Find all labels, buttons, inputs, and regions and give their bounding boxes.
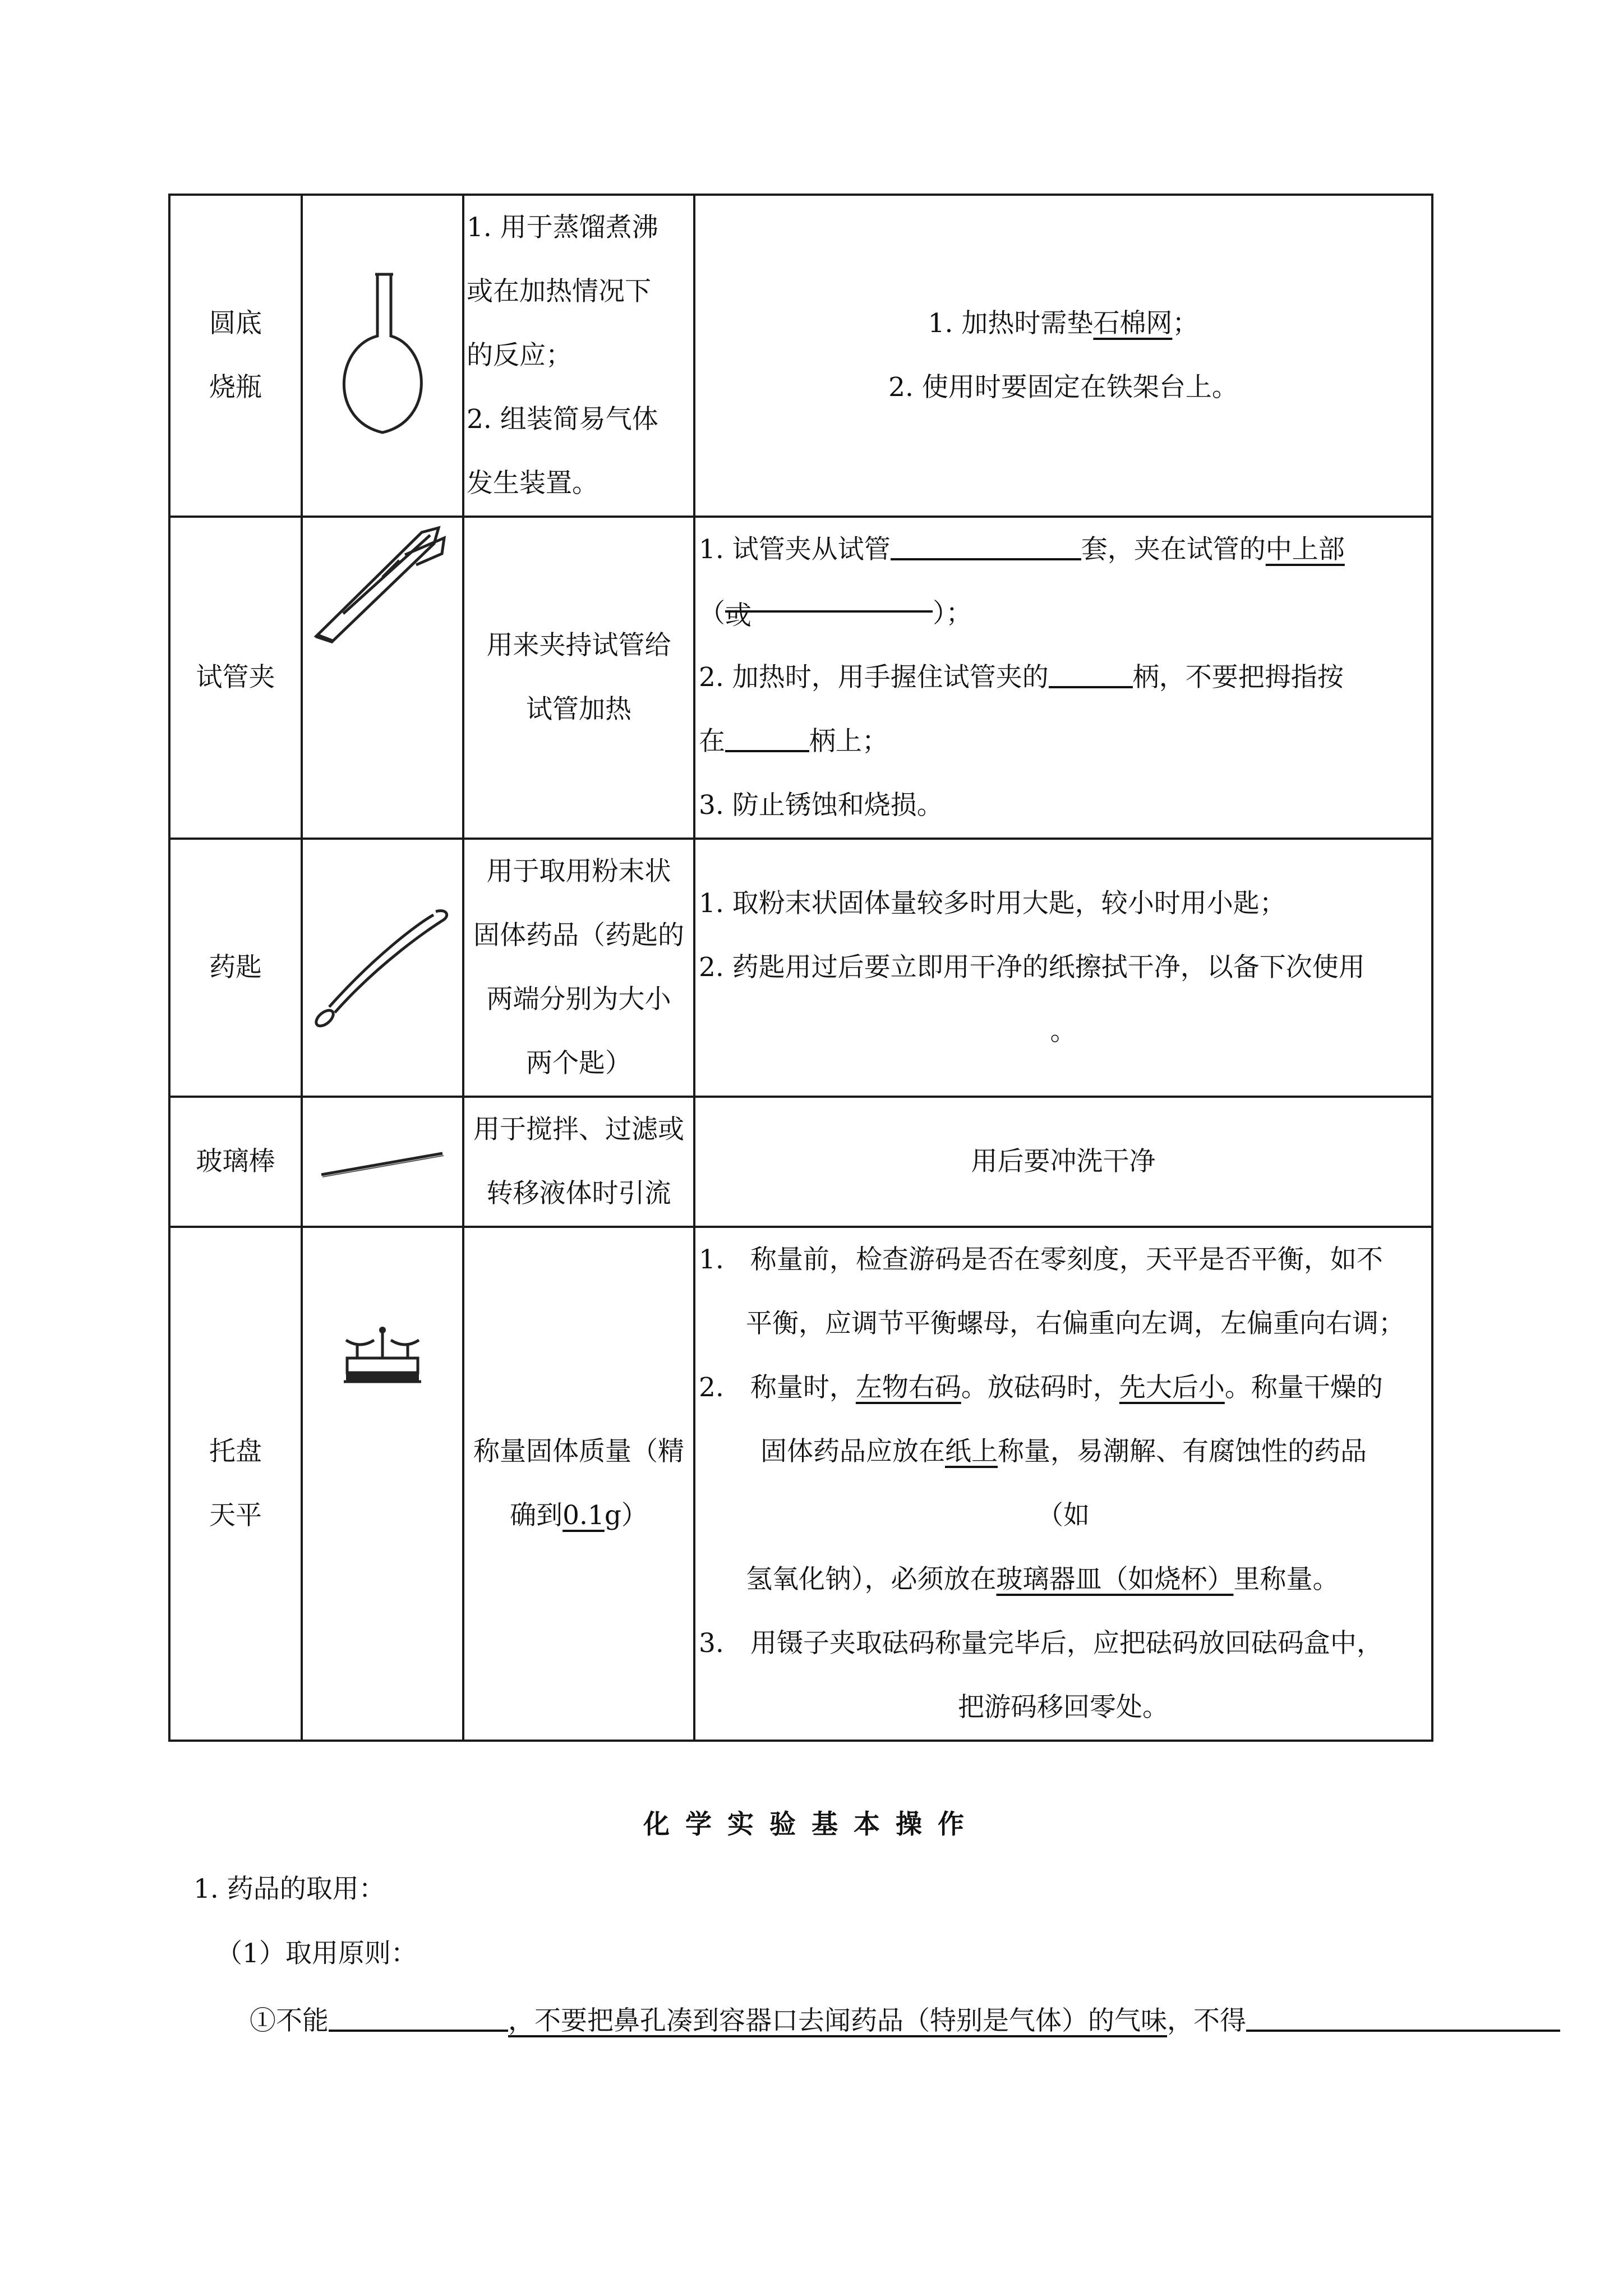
use-text: 1. 用于蒸馏煮沸 bbox=[467, 212, 658, 243]
use-text: 用于取用粉末状 bbox=[486, 856, 671, 887]
table-row bbox=[169, 1227, 1432, 1741]
rule-text: ，不得 bbox=[1167, 2005, 1246, 2036]
apparatus-notes-cell bbox=[694, 839, 1432, 1097]
apparatus-notes-cell bbox=[694, 195, 1432, 517]
use-text: 确到 bbox=[510, 1500, 563, 1531]
note-text: 2. 称量时， bbox=[699, 1372, 856, 1403]
note-line bbox=[699, 582, 1428, 646]
apparatus-notes-cell bbox=[694, 1227, 1432, 1741]
test-tube-clamp-icon bbox=[310, 521, 455, 650]
note-text: 2. 加热时，用手握住试管夹的 bbox=[699, 662, 1049, 693]
use-text: 发生装置。 bbox=[467, 468, 598, 499]
note-text: 套，夹在试管的 bbox=[1081, 534, 1266, 565]
apparatus-name-cell bbox=[169, 195, 302, 517]
apparatus-name: 烧瓶 bbox=[209, 372, 262, 403]
note-text: 氢氧化钠），必须放在 bbox=[746, 1564, 997, 1595]
section-title: 1. 药品的取用： bbox=[193, 1874, 385, 1904]
apparatus-name: 药匙 bbox=[209, 952, 262, 983]
note-text: 。放砝码时， bbox=[961, 1372, 1119, 1403]
use-text: 转移液体时引流 bbox=[486, 1178, 671, 1209]
fill-blank[interactable] bbox=[1246, 2003, 1560, 2032]
table-row bbox=[169, 839, 1432, 1097]
use-text: 用来夹持试管给 bbox=[486, 630, 671, 661]
note-line: 3. 用镊子夹取砝码称量完毕后，应把砝码放回砝码盒中， bbox=[699, 1628, 1383, 1659]
note-line: 1. 取粉末状固体量较多时用大匙，较小时用小匙； bbox=[699, 888, 1286, 919]
use-text bbox=[467, 1484, 691, 1548]
table-row bbox=[169, 1097, 1432, 1227]
use-text: 的反应； bbox=[467, 340, 572, 371]
note-text: 里称量。 bbox=[1233, 1564, 1339, 1595]
apparatus-name: 试管夹 bbox=[196, 662, 275, 693]
use-text: 两端分别为大小 bbox=[486, 984, 671, 1015]
rule-line bbox=[250, 2000, 1560, 2037]
apparatus-name-cell bbox=[169, 839, 302, 1097]
apparatus-name-cell bbox=[169, 1227, 302, 1741]
rule-text: ①不能 bbox=[250, 2005, 329, 2036]
note-line bbox=[699, 710, 1428, 774]
note-line: 2. 药匙用过后要立即用干净的纸擦拭干净，以备下次使用 bbox=[699, 952, 1365, 983]
note-text: 称量，易潮解、有腐蚀性的药品 bbox=[998, 1436, 1367, 1467]
apparatus-image-cell bbox=[302, 1097, 463, 1227]
apparatus-use-cell bbox=[463, 1097, 694, 1227]
note-line bbox=[699, 1548, 1428, 1612]
round-bottom-flask-icon bbox=[324, 269, 441, 443]
apparatus-use-cell bbox=[463, 195, 694, 517]
note-text: ）； bbox=[933, 598, 972, 629]
use-text: 固体药品（药匙的 bbox=[473, 920, 684, 951]
note-text: 1. 试管夹从试管 bbox=[699, 534, 891, 565]
use-answer: 0.1 bbox=[562, 1500, 605, 1531]
note-line: 1. 称量前，检查游码是否在零刻度，天平是否平衡，如不 bbox=[699, 1244, 1383, 1275]
note-line bbox=[699, 1356, 1428, 1420]
table-row bbox=[169, 195, 1432, 517]
note-text: ； bbox=[1172, 308, 1199, 339]
fill-blank[interactable] bbox=[725, 724, 809, 752]
note-answer: 石棉网 bbox=[1093, 308, 1173, 339]
note-text: 在 bbox=[699, 726, 725, 757]
apparatus-name: 托盘 bbox=[209, 1436, 262, 1467]
note-line bbox=[699, 1420, 1428, 1484]
apparatus-image-cell bbox=[302, 195, 463, 517]
note-line: 用后要冲洗干净 bbox=[971, 1146, 1156, 1177]
note-answer: 中上部 bbox=[1265, 534, 1345, 565]
apparatus-image-cell bbox=[302, 517, 463, 839]
note-line bbox=[699, 646, 1428, 710]
apparatus-use-cell bbox=[463, 1227, 694, 1741]
glass-rod-icon bbox=[318, 1147, 447, 1180]
note-text: 柄，不要把拇指按 bbox=[1132, 662, 1344, 693]
note-line: 平衡，应调节平衡螺母，右偏重向左调，左偏重向右调； bbox=[746, 1308, 1405, 1339]
apparatus-image-cell bbox=[302, 839, 463, 1097]
apparatus-image-cell bbox=[302, 1227, 463, 1741]
fill-blank[interactable] bbox=[1049, 660, 1133, 688]
fill-blank[interactable] bbox=[891, 532, 1081, 560]
fill-blank[interactable] bbox=[329, 2003, 508, 2032]
note-text: 1. 加热时需垫 bbox=[928, 308, 1094, 339]
apparatus-name: 天平 bbox=[209, 1500, 262, 1531]
note-answer: 纸上 bbox=[945, 1436, 998, 1467]
table-row bbox=[169, 517, 1432, 839]
use-text: 或在加热情况下 bbox=[467, 276, 651, 307]
use-text: 两个匙） bbox=[526, 1048, 631, 1079]
fill-blank[interactable] bbox=[725, 584, 933, 631]
rule-answer: ，不要把鼻孔凑到容器口去闻药品（特别是气体）的气味 bbox=[508, 2005, 1167, 2036]
use-text: g） bbox=[604, 1500, 648, 1531]
note-line: 2. 使用时要固定在铁架台上。 bbox=[888, 372, 1238, 403]
note-text: 。称量干燥的 bbox=[1224, 1372, 1383, 1403]
section-heading: 化学实验基本操作 bbox=[643, 1809, 980, 1840]
note-line: 。 bbox=[1050, 1016, 1077, 1047]
note-answer: 先大后小 bbox=[1119, 1372, 1225, 1403]
apparatus-name-cell bbox=[169, 517, 302, 839]
note-text: 柄上； bbox=[809, 726, 888, 757]
apparatus-name: 玻璃棒 bbox=[196, 1146, 275, 1177]
apparatus-name-cell bbox=[169, 1097, 302, 1227]
note-line bbox=[699, 518, 1428, 582]
apparatus-use-cell bbox=[463, 839, 694, 1097]
note-text: （ bbox=[699, 598, 725, 629]
note-line: （如 bbox=[1037, 1500, 1090, 1531]
note-answer: 玻璃器皿（如烧杯） bbox=[996, 1564, 1234, 1595]
note-line: 把游码移回零处。 bbox=[958, 1692, 1169, 1723]
note-line: 3. 防止锈蚀和烧损。 bbox=[699, 790, 943, 821]
use-text: 称量固体质量（精 bbox=[473, 1436, 684, 1467]
note-answer: 或 bbox=[725, 600, 751, 631]
medicine-spoon-icon bbox=[312, 900, 453, 1035]
apparatus-notes-cell bbox=[694, 517, 1432, 839]
apparatus-table bbox=[168, 194, 1433, 1742]
subsection-title: （1）取用原则： bbox=[216, 1938, 417, 1969]
use-text: 2. 组装简易气体 bbox=[467, 404, 658, 435]
balance-scale-icon bbox=[340, 1323, 425, 1391]
use-text: 用于搅拌、过滤或 bbox=[473, 1114, 684, 1145]
note-answer: 左物右码 bbox=[855, 1372, 961, 1403]
note-line bbox=[699, 292, 1428, 356]
apparatus-name: 圆底 bbox=[209, 308, 262, 339]
use-text: 试管加热 bbox=[526, 694, 631, 725]
apparatus-use-cell bbox=[463, 517, 694, 839]
note-text: 固体药品应放在 bbox=[760, 1436, 945, 1467]
apparatus-notes-cell bbox=[694, 1097, 1432, 1227]
